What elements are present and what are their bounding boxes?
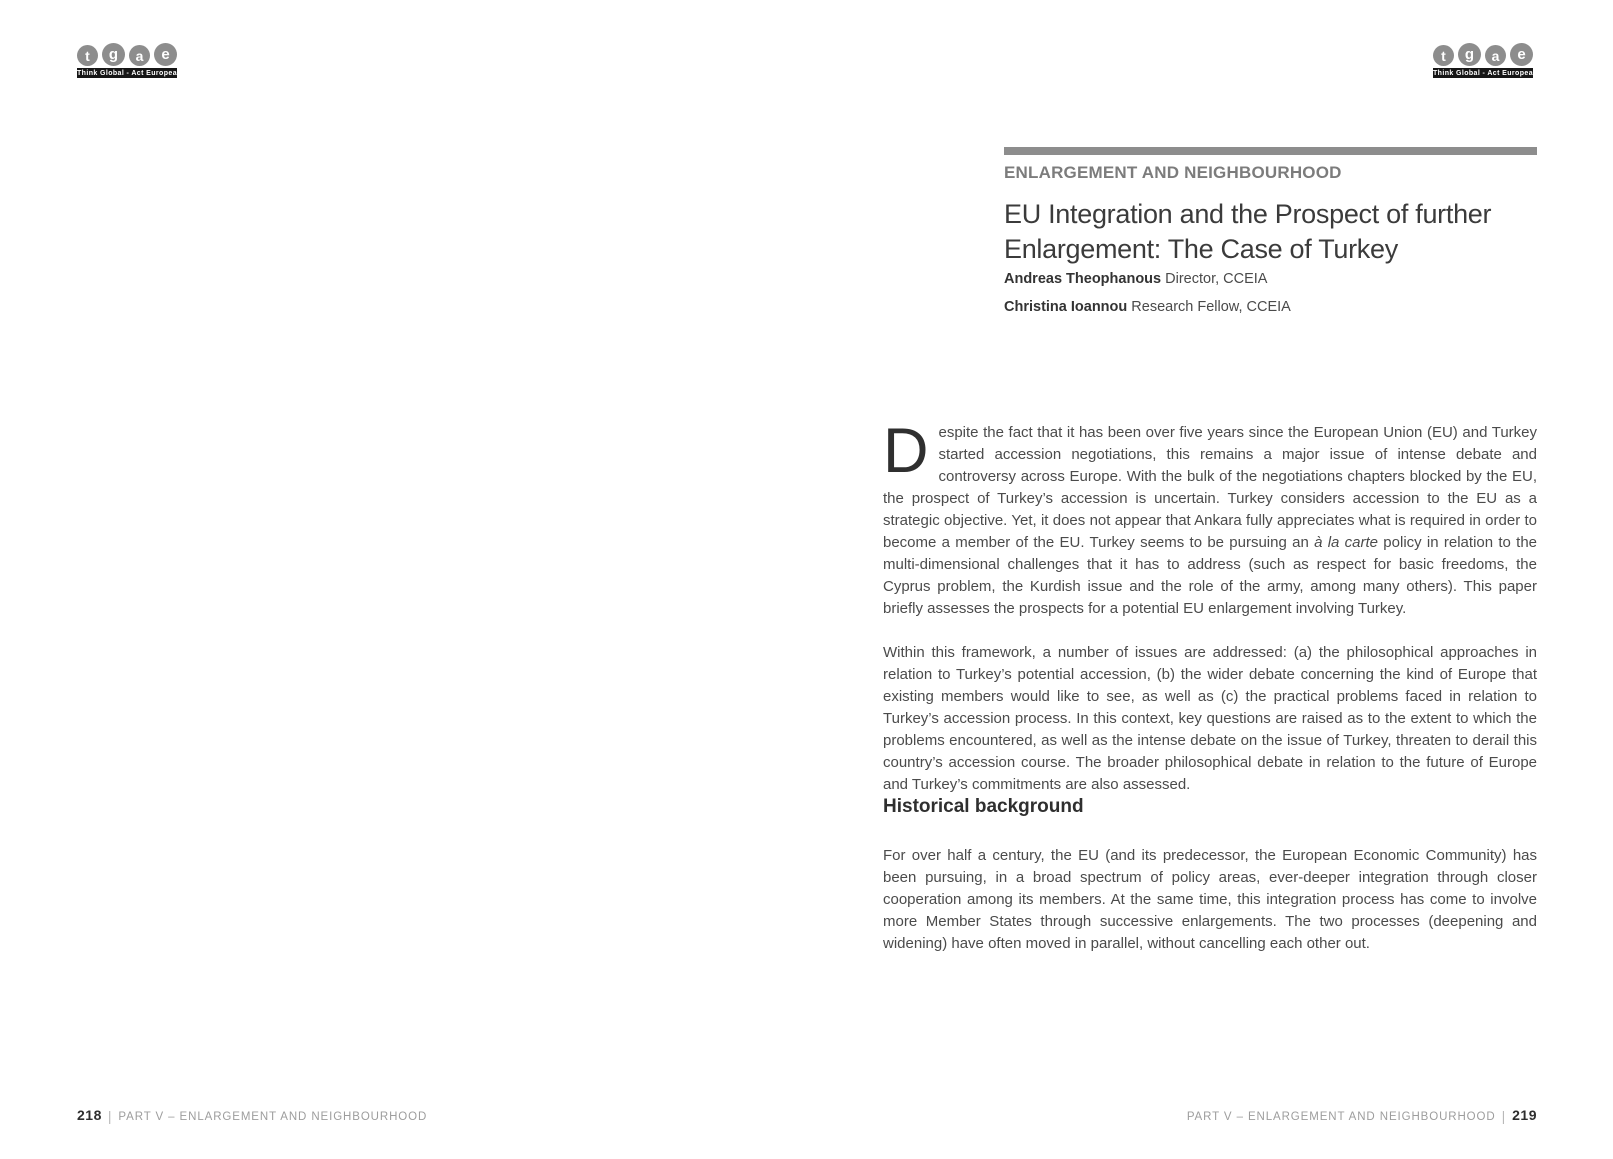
footer-right: [1187, 1107, 1537, 1123]
section-heading: Historical background: [883, 796, 1084, 817]
drop-cap: D: [883, 416, 929, 486]
logo-letter-a-icon: a: [1485, 45, 1506, 66]
section-rule-bar: [1004, 147, 1537, 155]
logo-letter-a-icon: a: [129, 45, 150, 66]
footer-breadcrumb-left: PART V – ENLARGEMENT AND NEIGHBOURHOOD: [118, 1111, 428, 1123]
author-role: Research Fellow, CCEIA: [1131, 299, 1291, 315]
logo-letter-e-icon: e: [1510, 43, 1533, 66]
author-name: Andreas Theophanous: [1004, 271, 1162, 287]
article-title: [1004, 197, 1549, 267]
article-title-line-1: EU Integration and the Prospect of further: [1004, 199, 1492, 229]
logo-letter-t-icon: t: [1433, 45, 1454, 66]
logo-tagline: Think Global - Act European: [77, 70, 182, 77]
logo-letter-t-icon: t: [77, 45, 98, 66]
paragraph-1-text-cont: policy in relation to the multi-dimensional challenges that it has to address (such as respect for basic freedoms, the Cyprus problem, the Kurdish issue and the role of the army, among many others). This paper briefly assesses the prospects for a potential EU enlargement involving Turkey.: [883, 534, 1538, 617]
page-number-right: 219: [1512, 1107, 1537, 1123]
section-kicker: ENLARGEMENT AND NEIGHBOURHOOD: [1004, 163, 1342, 182]
tgae-logo-circles: [1433, 42, 1533, 66]
footer-separator: |: [1501, 1108, 1507, 1124]
tgae-logo-right: [1433, 42, 1538, 78]
author-name: Christina Ioannou: [1004, 299, 1128, 315]
author-line: [1004, 299, 1537, 315]
logo-letter-e-icon: e: [154, 43, 177, 66]
paragraph-1-italic-phrase: à la carte: [1314, 534, 1379, 551]
page-number-left: 218: [77, 1107, 102, 1123]
footer-separator: |: [107, 1108, 113, 1124]
footer-breadcrumb-right: PART V – ENLARGEMENT AND NEIGHBOURHOOD: [1186, 1111, 1496, 1123]
left-page: [0, 0, 806, 1159]
logo-letter-g-icon: g: [102, 43, 125, 66]
article-body: [883, 416, 1538, 955]
tgae-logo-left: [77, 42, 182, 78]
logo-letter-g-icon: g: [1458, 43, 1481, 66]
paragraph-1-text: espite the fact that it has been over five years since the European Union (EU) and Turkey started accession negotiations, this remains a major issue of intense debate and controversy across Europe. With the bulk of the negotiations chapters blocked by the EU, the prospect of Turkey’s accession is uncertain. Turkey considers accession to the EU as a strategic objective. Yet, it does not appear that Ankara fully appreciates what is required in order to become a member of the EU. Turkey seems to be pursuing an: [883, 424, 1537, 551]
logo-tagline: Think Global - Act European: [1433, 70, 1538, 77]
author-line: [1004, 271, 1537, 287]
paragraph-3: For over half a century, the EU (and its predecessor, the European Economic Community) has been pursuing, in a broad spectrum of policy areas, ever-deeper integration through closer cooperation among its members. At the same time, this integration process has come to involve more Member States through successive enlargements. The two processes (deepening and widening) have often moved in parallel, without cancelling each other out.: [883, 847, 1537, 952]
paragraph-1: [883, 416, 1538, 620]
author-block: [1004, 271, 1537, 327]
footer-left: [77, 1107, 427, 1123]
tgae-logo-circles: [77, 42, 177, 66]
author-role: Director, CCEIA: [1165, 271, 1268, 287]
paragraph-2: Within this framework, a number of issues are addressed: (a) the philosophical approaches in relation to Turkey’s potential accession, (b) the wider debate concerning the kind of Europe that existing members would like to see, as well as (c) the practical problems faced in relation to Turkey’s accession process. In this context, key questions are raised as to the extent to which the problems encountered, as well as the intense debate on the issue of Turkey, threaten to derail this country’s accession course. The broader philosophical debate in relation to the future of Europe and Turkey’s commitments are also assessed.: [883, 644, 1537, 793]
article-title-line-2: Enlargement: The Case of Turkey: [1004, 234, 1398, 264]
